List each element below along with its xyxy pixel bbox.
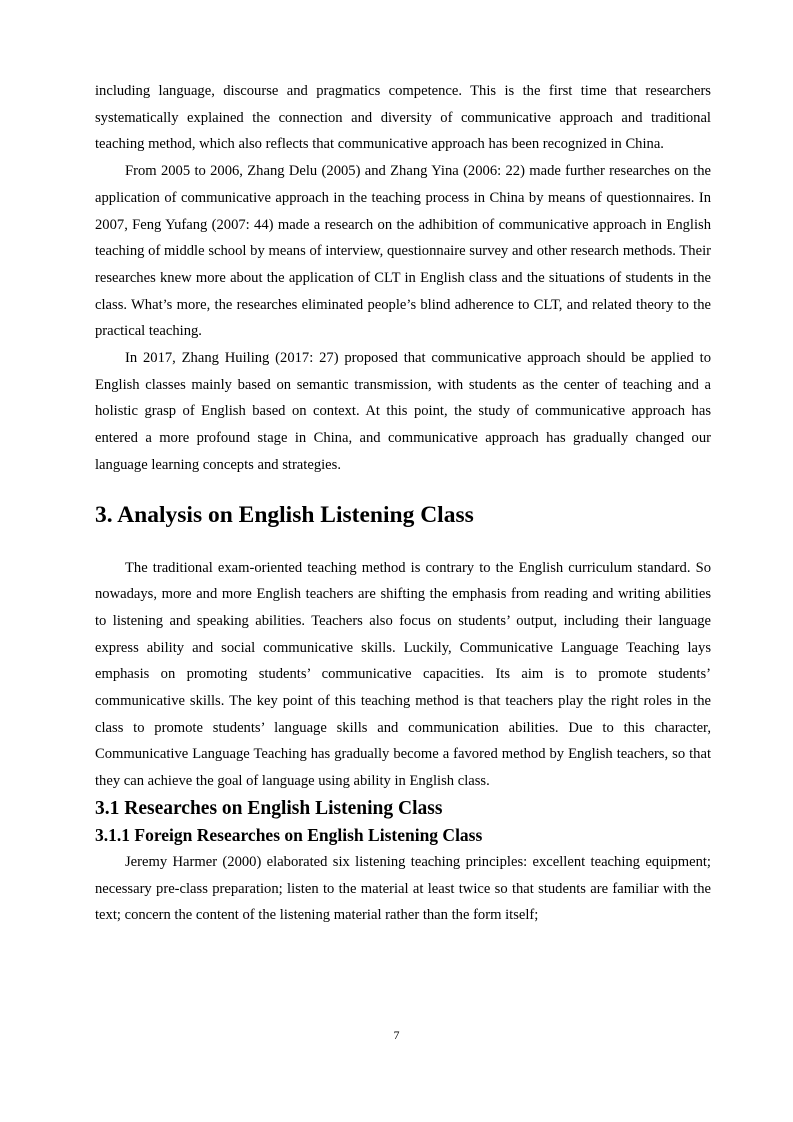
page-body: [95, 78, 711, 929]
paragraph-jeremy-harmer: Jeremy Harmer (2000) elaborated six listening teaching principles: excellent teaching equipment; necessary pre-class preparation; listen to the material at least twice so that students are familiar with the text; concern the content of the listening material rather than the form itself;: [95, 853, 711, 924]
paragraph-zhang-huiling: In 2017, Zhang Huiling (2017: 27) proposed that communicative approach should be applied to English classes mainly based on semantic transmission, with students as the center of teaching and a holistic grasp of English based on context. At this point, the study of communicative approach has entered a more profound stage in China, and communicative approach has gradually changed our language learning concepts and strategies.: [95, 350, 711, 473]
paragraph-continuation: including language, discourse and pragmatics competence. This is the first time that researchers systematically explained the connection and diversity of communicative approach and traditional teaching method, which also reflects that communicative approach has been recognized in China.: [95, 83, 711, 153]
page-number: 7: [393, 1028, 400, 1042]
paragraph-zhang-delu: From 2005 to 2006, Zhang Delu (2005) and Zhang Yina (2006: 22) made further researches on the application of communicative approach in the teaching process in China by means of questionnaires. In 2007, Feng Yufang (2007: 44) made a research on the adhibition of communicative approach in English teaching of middle school by means of interview, questionnaire survey and other research methods. Their researches knew more about the application of CLT in English class and the situations of students in the class. What’s more, the researches eliminated people’s blind adherence to CLT, and related theory to the practical teaching.: [95, 163, 711, 340]
subsection-heading-3-1: 3.1 Researches on English Listening Class: [95, 797, 443, 819]
section-heading-3: 3. Analysis on English Listening Class: [95, 501, 474, 528]
paragraph-traditional-method: The traditional exam-oriented teaching method is contrary to the English curriculum standard. So nowadays, more and more English teachers are shifting the emphasis from reading and writing abilities to listening and speaking abilities. Teachers also focus on students’ output, including their language express ability and social communicative skills. Luckily, Communicative Language Teaching lays emphasis on promoting students’ communicative capacities. Its aim is to promote students’ communicative skills. The key point of this teaching method is that teachers play the right roles in the class to promote students’ language skills and communication abilities. Due to this character, Communicative Language Teaching has gradually become a favored method by English teachers, so that they can achieve the goal of language using ability in English class.: [95, 559, 711, 790]
subsection-heading-3-1-1: 3.1.1 Foreign Researches on English Listening Class: [95, 824, 483, 845]
